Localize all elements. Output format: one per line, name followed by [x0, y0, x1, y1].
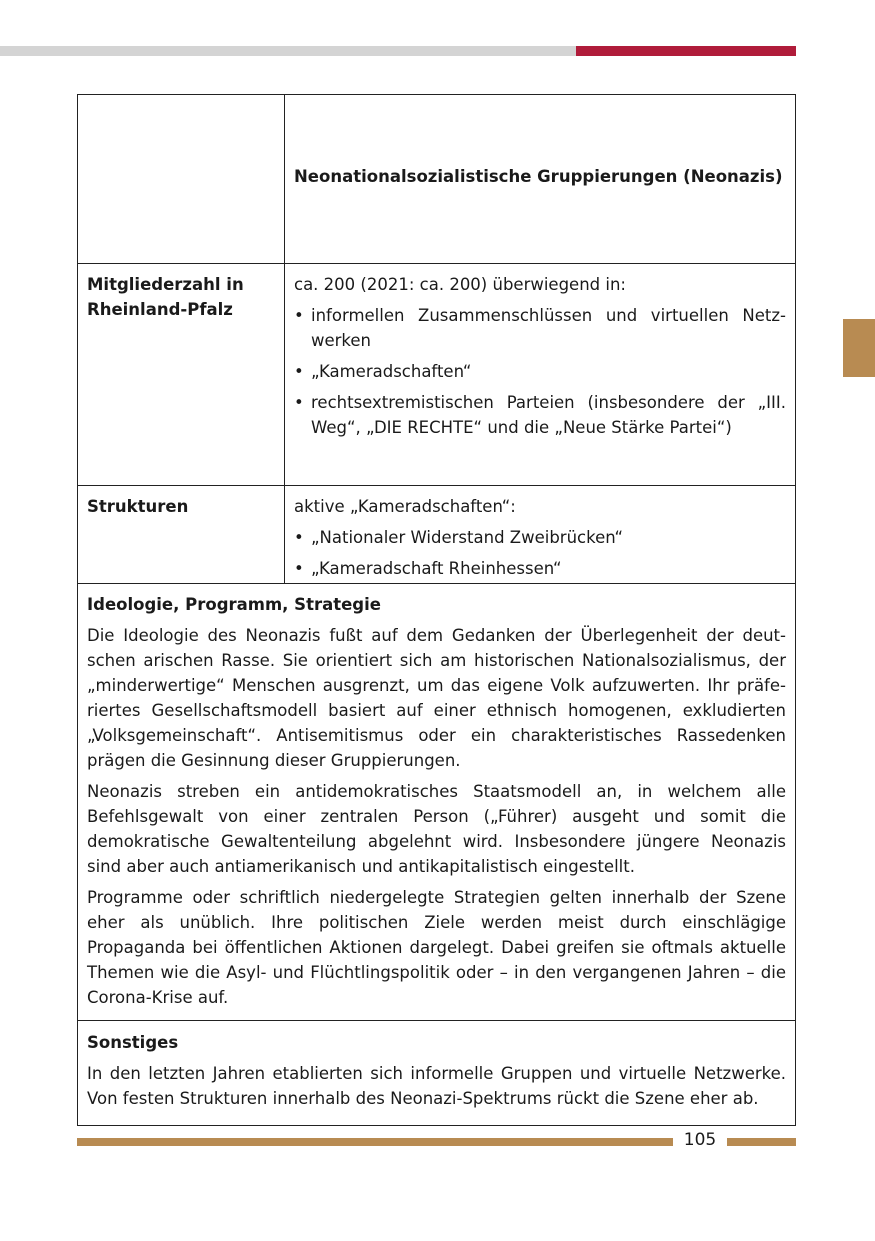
table-header-row	[78, 95, 796, 264]
neonazi-info-table	[77, 94, 796, 1126]
chapter-side-tab	[843, 319, 875, 377]
ideology-paragraph: Programme oder schriftlich niedergelegte Strategien gelten innerhalb der Szene eher als unüblich. Ihre politischen Ziele werden meist durch einschlägige Propaganda bei öffentlichen Aktionen dargelegt. Dabei greifen sie oftmals aktuelle Themen wie die Asyl- und Flüchtlingspolitik oder – in den vergangenen Jahren – die Corona-Krise auf.	[87, 888, 786, 1007]
ideology-title: Ideologie, Programm, Strategie	[87, 595, 381, 614]
misc-content	[78, 1021, 796, 1126]
structures-label: Strukturen	[78, 486, 285, 584]
list-item: • „Kameradschaft Rheinhessen“	[294, 556, 786, 581]
structures-intro: aktive „Kameradschaften“:	[294, 497, 516, 516]
structures-content	[285, 486, 796, 584]
top-decorative-bar-red	[576, 46, 796, 56]
page-number: 105	[683, 1130, 717, 1150]
structures-list	[294, 525, 786, 581]
members-row	[78, 264, 796, 486]
header-empty-cell	[78, 95, 285, 264]
members-content	[285, 264, 796, 486]
misc-row	[78, 1021, 796, 1126]
table-title: Neonationalsozialistische Gruppierungen (Neonazis)	[285, 95, 796, 264]
members-intro: ca. 200 (2021: ca. 200) überwiegend in:	[294, 275, 626, 294]
list-item: • „Kameradschaften“	[294, 359, 786, 384]
list-item: • informellen Zusammenschlüssen und virtuellen Netzwerken	[294, 303, 786, 353]
ideology-paragraph: Neonazis streben ein antidemokratisches Staatsmodell an, in welchem alle Befehlsgewalt von einer zentralen Person („Führer) ausgeht und somit die demokratische Gewaltenteilung abgelehnt wird. Insbesondere jüngere Neonazis sind aber auch antiamerikanisch und antikapitalistisch eingestellt.	[87, 782, 786, 876]
misc-text: In den letzten Jahren etablierten sich informelle Gruppen und virtuelle Netzwerke. Von festen Strukturen innerhalb des Neonazi-Spektrums rückt die Szene eher ab.	[87, 1064, 786, 1108]
footer-decorative-bar-left	[77, 1138, 673, 1146]
ideology-paragraph: Die Ideologie des Neonazis fußt auf dem Gedanken der Überlegenheit der deutschen arischen Rasse. Sie orientiert sich am historischen Nationalsozialismus, der „minderwertige“ Menschen ausgrenzt, um das eigene Volk aufzuwerten. Ihr präferiertes Gesellschaftsmodell basiert auf einer ethnisch homogenen, exkludierten „Volksgemeinschaft“. Antisemitismus oder ein charakteristisches Rassedenken prägen die Gesinnung dieser Gruppierungen.	[87, 626, 786, 770]
list-item: • rechtsextremistischen Parteien (insbesondere der „III. Weg“, „DIE RECHTE“ und die „Neue Stärke Partei“)	[294, 390, 786, 440]
list-item: • „Nationaler Widerstand Zweibrücken“	[294, 525, 786, 550]
footer-decorative-bar-right	[727, 1138, 796, 1146]
ideology-content	[78, 584, 796, 1021]
ideology-row	[78, 584, 796, 1021]
top-decorative-bar-gray	[0, 46, 576, 56]
structures-row	[78, 486, 796, 584]
misc-title: Sonstiges	[87, 1033, 179, 1052]
members-list	[294, 303, 786, 440]
members-label: Mitgliederzahl in Rheinland-Pfalz	[78, 264, 285, 486]
